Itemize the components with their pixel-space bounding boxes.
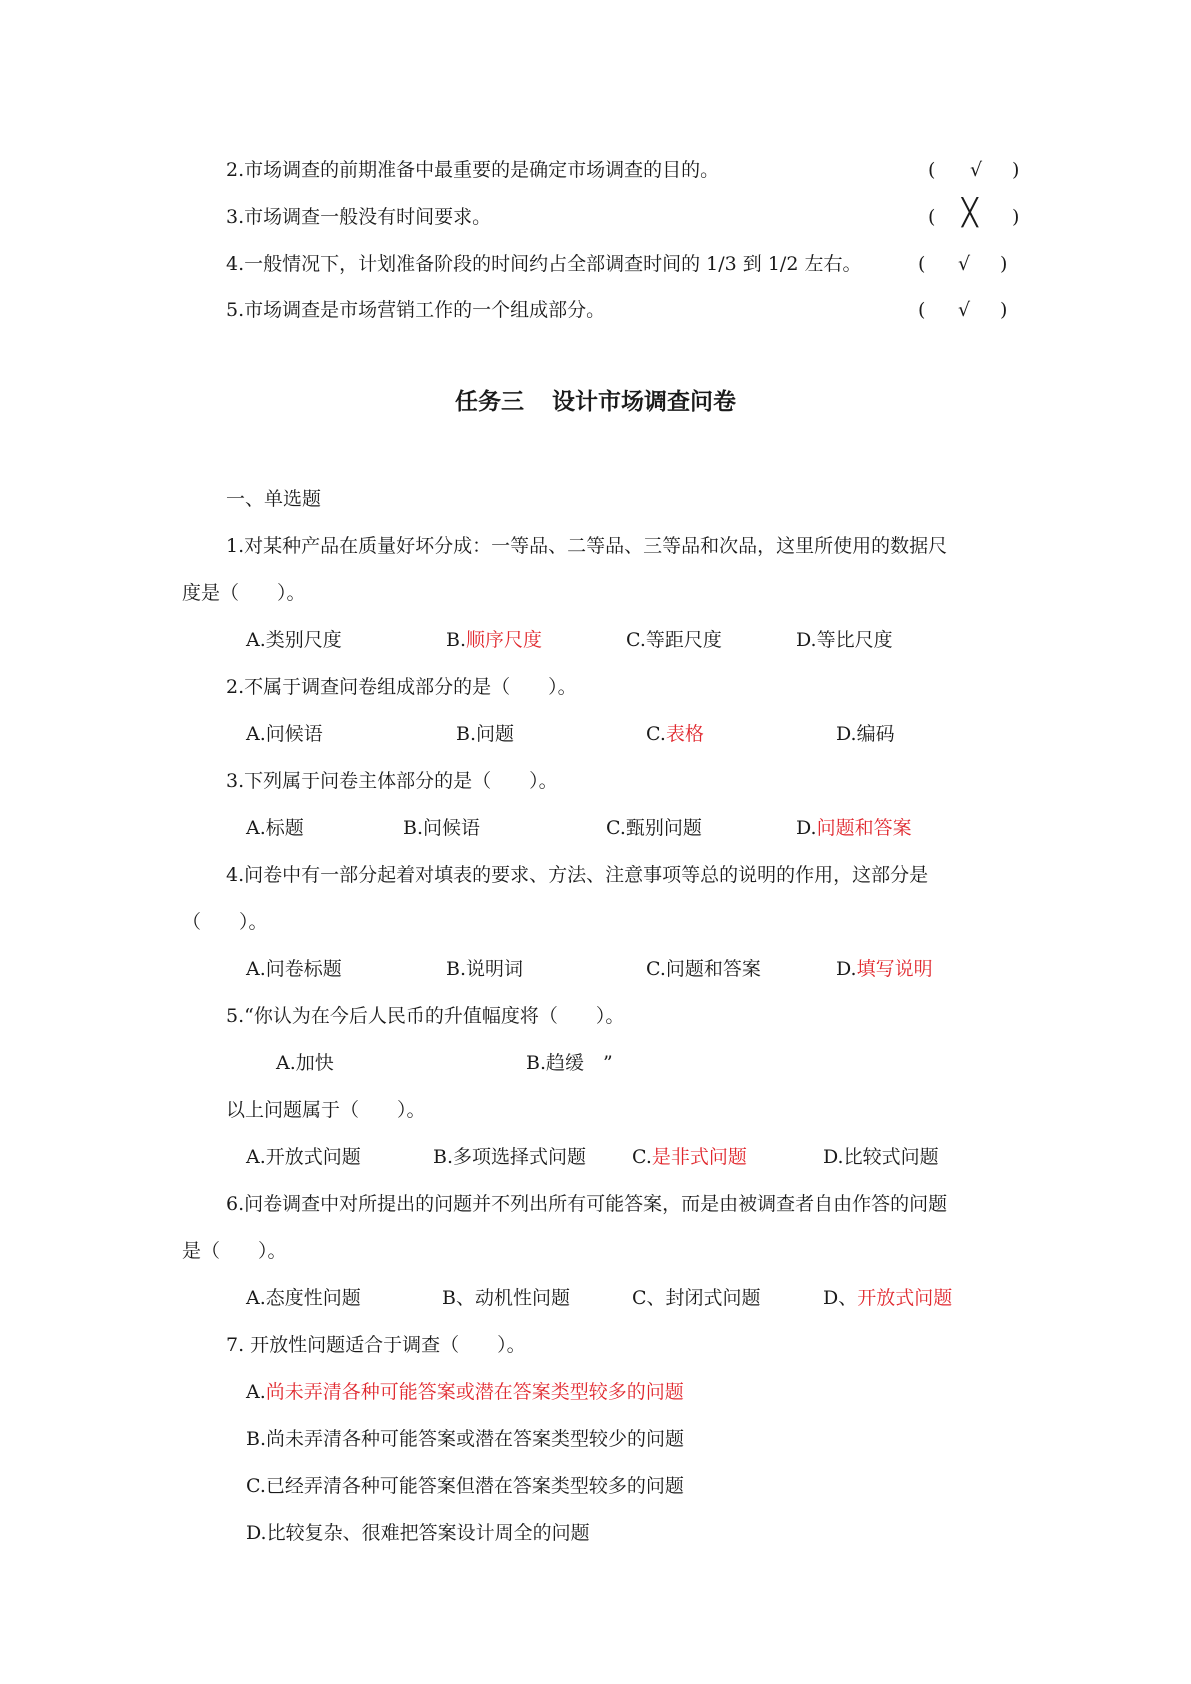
q1-option-a xyxy=(246,627,342,653)
option-prefix: D. xyxy=(823,1146,844,1168)
tf-paren-open: ( xyxy=(918,299,926,321)
option-text: 比较式问题 xyxy=(843,1146,939,1168)
q6-option-d xyxy=(823,1285,952,1311)
question-1-line2: 度是（ ）。 xyxy=(182,582,306,604)
q2-option-c xyxy=(646,721,704,747)
option-prefix: B. xyxy=(446,958,467,980)
option-text: 问题和答案 xyxy=(665,958,761,980)
option-text: 开放式问题 xyxy=(265,1146,361,1168)
option-text: 问候语 xyxy=(423,817,481,839)
q1-option-c xyxy=(626,627,722,653)
question-5-line1: 5.“你认为在今后人民币的升值幅度将（ ）。 xyxy=(226,1005,625,1027)
correct-option-text: 填写说明 xyxy=(856,958,933,980)
option-prefix: D. xyxy=(796,817,817,839)
section-title xyxy=(0,387,1191,417)
q7-option-c xyxy=(246,1473,684,1499)
option-prefix: A. xyxy=(246,629,266,651)
option-text: 尚未弄清各种可能答案或潜在答案类型较少的问题 xyxy=(266,1428,685,1450)
question-1-line1: 1.对某种产品在质量好坏分成：一等品、二等品、三等品和次品，这里所使用的数据尺 xyxy=(226,535,948,557)
option-text: 已经弄清各种可能答案但潜在答案类型较多的问题 xyxy=(265,1475,684,1497)
option-text: 问候语 xyxy=(265,723,323,745)
option-prefix: A. xyxy=(246,1287,266,1309)
option-prefix: B. xyxy=(433,1146,454,1168)
option-prefix: C. xyxy=(246,1475,266,1497)
tf-paren-close: ) xyxy=(1012,159,1020,181)
q3-option-d xyxy=(796,815,912,841)
question-5-sub-a: A.加快 xyxy=(276,1052,334,1074)
tf-mark-check: √ xyxy=(970,159,983,181)
q4-option-c xyxy=(646,956,761,982)
tf-mark-check: √ xyxy=(958,299,971,321)
option-prefix: A. xyxy=(246,1146,266,1168)
correct-option-text: 开放式问题 xyxy=(857,1287,953,1309)
question-6-line2: 是（ ）。 xyxy=(182,1240,287,1262)
option-prefix: C. xyxy=(632,1146,652,1168)
option-text: 比较复杂、很难把答案设计周全的问题 xyxy=(266,1522,590,1544)
q1-option-b xyxy=(446,627,542,653)
q5-option-d xyxy=(823,1144,939,1170)
correct-option-text: 问题和答案 xyxy=(816,817,912,839)
option-text: 多项选择式问题 xyxy=(453,1146,587,1168)
correct-option-text: 顺序尺度 xyxy=(466,629,543,651)
option-text: 问卷标题 xyxy=(265,958,342,980)
q2-option-a xyxy=(246,721,323,747)
tf-item-4: 4.一般情况下，计划准备阶段的时间约占全部调查时间的 1/3 到 1/2 左右。 xyxy=(226,253,862,275)
option-text: 标题 xyxy=(265,817,304,839)
q3-option-c xyxy=(606,815,702,841)
q3-option-b xyxy=(403,815,480,841)
option-prefix: B. xyxy=(446,629,467,651)
question-6-line1: 6.问卷调查中对所提出的问题并不列出所有可能答案，而是由被调查者自由作答的问题 xyxy=(226,1193,948,1215)
q6-option-b xyxy=(442,1285,570,1311)
tf-paren-open: ( xyxy=(918,253,926,275)
question-7-line1: 7. 开放性问题适合于调查（ ）。 xyxy=(226,1334,526,1356)
option-text: 等比尺度 xyxy=(816,629,893,651)
option-prefix: D. xyxy=(796,629,817,651)
option-prefix: C. xyxy=(646,958,666,980)
option-text: 类别尺度 xyxy=(265,629,342,651)
correct-option-text: 尚未弄清各种可能答案或潜在答案类型较多的问题 xyxy=(265,1381,684,1403)
option-prefix: C. xyxy=(626,629,646,651)
section-title-topic: 设计市场调查问卷 xyxy=(552,389,736,415)
tf-paren-close: ) xyxy=(1012,206,1020,228)
q7-option-a xyxy=(246,1379,684,1405)
tf-paren-open: ( xyxy=(928,206,936,228)
option-prefix: D、 xyxy=(823,1287,858,1309)
tf-item-2: 2.市场调查的前期准备中最重要的是确定市场调查的目的。 xyxy=(226,159,720,181)
option-text: 说明词 xyxy=(466,958,524,980)
option-prefix: B. xyxy=(246,1428,267,1450)
option-text: 编码 xyxy=(856,723,895,745)
option-prefix: D. xyxy=(836,723,857,745)
option-text: 动机性问题 xyxy=(474,1287,570,1309)
option-prefix: A. xyxy=(246,958,266,980)
tf-paren-close: ) xyxy=(1000,299,1008,321)
q3-option-a xyxy=(246,815,304,841)
tf-item-3: 3.市场调查一般没有时间要求。 xyxy=(226,206,492,228)
option-text: 等距尺度 xyxy=(645,629,722,651)
option-prefix: D. xyxy=(246,1522,267,1544)
q2-option-d xyxy=(836,721,895,747)
tf-paren-open: ( xyxy=(928,159,936,181)
q4-option-d xyxy=(836,956,933,982)
q4-option-b xyxy=(446,956,523,982)
option-prefix: C、 xyxy=(632,1287,666,1309)
question-5-sub-b: B.趋缓 ” xyxy=(526,1052,613,1074)
question-4-line1: 4.问卷中有一部分起着对填表的要求、方法、注意事项等总的说明的作用，这部分是 xyxy=(226,864,929,886)
option-text: 封闭式问题 xyxy=(665,1287,761,1309)
option-text: 态度性问题 xyxy=(265,1287,361,1309)
question-3-line1: 3.下列属于问卷主体部分的是（ ）。 xyxy=(226,770,558,792)
option-prefix: B. xyxy=(456,723,477,745)
option-prefix: B、 xyxy=(442,1287,475,1309)
option-prefix: C. xyxy=(606,817,626,839)
tf-mark-cross: ╳ xyxy=(962,198,978,228)
correct-option-text: 表格 xyxy=(665,723,704,745)
q5-option-b xyxy=(433,1144,586,1170)
option-prefix: D. xyxy=(836,958,857,980)
question-2-line1: 2.不属于调查问卷组成部分的是（ ）。 xyxy=(226,676,577,698)
q6-option-c xyxy=(632,1285,761,1311)
question-5-line2: 以上问题属于（ ）。 xyxy=(226,1099,426,1121)
option-text: 问题 xyxy=(476,723,515,745)
option-prefix: A. xyxy=(246,723,266,745)
correct-option-text: 是非式问题 xyxy=(651,1146,747,1168)
option-text: 甄别问题 xyxy=(625,817,702,839)
section-heading: 一、单选题 xyxy=(226,488,322,510)
q7-option-d xyxy=(246,1520,590,1546)
q5-option-a xyxy=(246,1144,361,1170)
q2-option-b xyxy=(456,721,514,747)
q4-option-a xyxy=(246,956,342,982)
tf-paren-close: ) xyxy=(1000,253,1008,275)
q1-option-d xyxy=(796,627,893,653)
q5-option-c xyxy=(632,1144,747,1170)
option-prefix: A. xyxy=(246,817,266,839)
tf-item-5: 5.市场调查是市场营销工作的一个组成部分。 xyxy=(226,299,606,321)
option-prefix: C. xyxy=(646,723,666,745)
q6-option-a xyxy=(246,1285,361,1311)
question-4-line2: （ ）。 xyxy=(182,911,268,933)
tf-mark-check: √ xyxy=(958,253,971,275)
section-title-task: 任务三 xyxy=(455,389,524,415)
q7-option-b xyxy=(246,1426,684,1452)
option-prefix: A. xyxy=(246,1381,266,1403)
option-prefix: B. xyxy=(403,817,424,839)
